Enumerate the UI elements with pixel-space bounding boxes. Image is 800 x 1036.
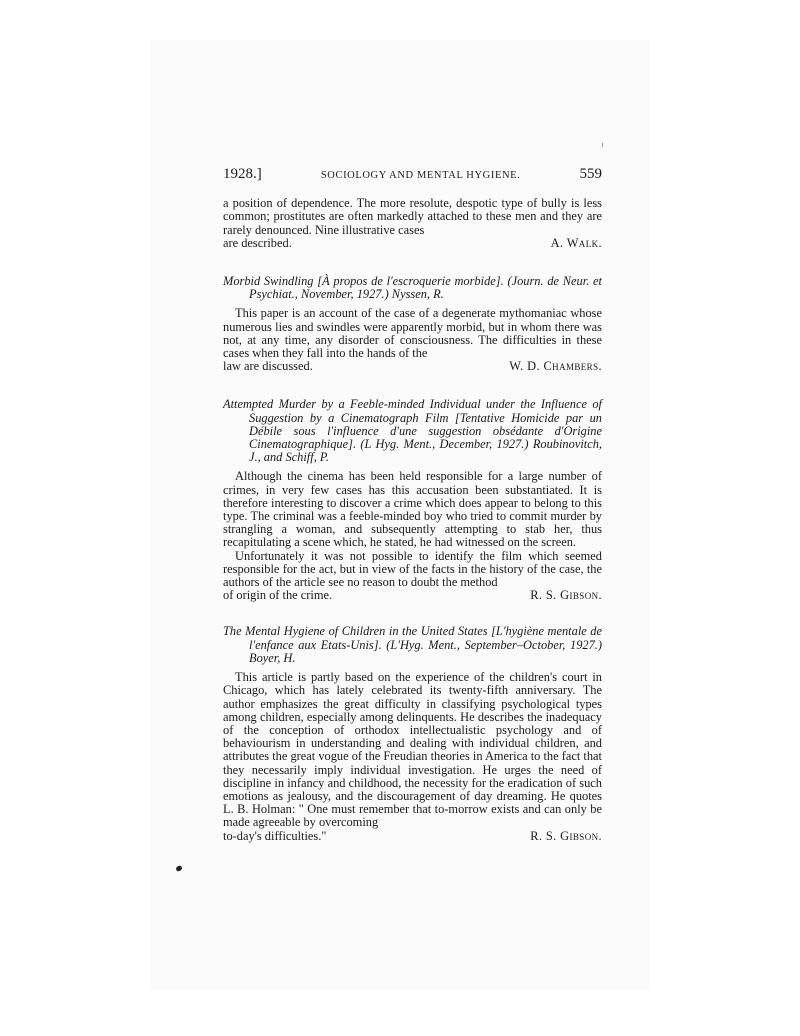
closing-text: to-day's difficulties." xyxy=(223,828,327,843)
running-head-year: 1928.] xyxy=(223,166,262,182)
text-column xyxy=(223,168,602,843)
page-number: 559 xyxy=(579,166,602,182)
scan-mark xyxy=(602,143,603,147)
reviewer-signature: A. Walk. xyxy=(550,235,602,250)
reviewer-signature: R. S. Gibson. xyxy=(530,588,602,603)
reviewer-signature: R. S. Gibson. xyxy=(530,828,602,843)
reviewer-signature: W. D. Chambers. xyxy=(509,359,602,374)
closing-line xyxy=(223,830,602,843)
closing-line xyxy=(223,589,602,602)
abstract-paragraph: This paper is an account of the case of a degenerate mythomaniac whose numerous lies and swindles were apparently morbid, but in whom there was not, at any time, any disorder of consciousness. The difficulties in these cases when they fall into the hands of the xyxy=(223,306,602,361)
abstract-paragraph: Unfortunately it was not possible to identify the film which seemed responsible for the act, but in view of the facts in the history of the case, the authors of the article see no reason to doubt the method xyxy=(223,548,602,590)
closing-text: law are discussed. xyxy=(223,359,313,374)
closing-line xyxy=(223,237,602,250)
abstract-paragraph: Although the cinema has been held responsible for a large number of crimes, in very few cases has this accusation been substantiated. It is therefore interesting to discover a crime which does appear to belong to this type. The criminal was a feeble-minded boy who tried to commit murder by strangling a woman, and subsequently attempting to stab her, thus recapitulating a scene which, he stated, he had witnessed on the screen. xyxy=(223,469,602,550)
abstract-paragraph: This article is partly based on the experience of the children's court in Chicago, which has lately celebrated its twenty-fifth anniversary. The author emphasizes the great difficulty in classifying psychological types among children, especially among delinquents. He describes the inadequacy of the conception of orthodox intellectualistic psychology and of behaviourism in understanding and dealing with individual children, and attributes the great vogue of the Freudian theories in America to the fact that they necessarily imply individual investigation. He urges the need of discipline in infancy and childhood, the necessity for the eradication of such emotions as jealousy, and the discouragement of day dreaming. He quotes L. B. Holman: " One must remember that to-morrow exists and can only be made agreeable by overcoming xyxy=(223,670,602,830)
reference-citation: Attempted Murder by a Feeble-minded Individual under the Influence of Suggestion by a Cinematograph Film [Tentative Homicide par un Débile sous l'influence d'une suggestion obsédante d'Origine Cinematographique]. (L Hyg. Ment., December, 1927.) Roubinovitch, J., and Schiff, P. xyxy=(223,397,602,465)
reference-citation: The Mental Hygiene of Children in the United States [L'hygiène mentale de l'enfance aux Etats-Unis]. (L'Hyg. Ment., September–October, 1927.) Boyer, H. xyxy=(223,624,602,665)
closing-line xyxy=(223,360,602,373)
reference-citation: Morbid Swindling [À propos de l'escroquerie morbide]. (Journ. de Neur. et Psychiat., November, 1927.) Nyssen, R. xyxy=(223,274,602,302)
abstract-paragraph: a position of dependence. The more resolute, despotic type of bully is less common; prostitutes are often markedly attached to these men and they are rarely denounced. Nine illustrative cases xyxy=(223,196,602,237)
running-head-title: SOCIOLOGY AND MENTAL HYGIENE. xyxy=(320,170,521,181)
abstract-entry xyxy=(223,398,602,602)
closing-text: are described. xyxy=(223,235,292,250)
abstract-entry xyxy=(223,275,602,373)
closing-text: of origin of the crime. xyxy=(223,588,333,603)
abstract-entry xyxy=(223,197,602,250)
running-head xyxy=(223,168,602,182)
abstract-entry xyxy=(223,625,602,842)
